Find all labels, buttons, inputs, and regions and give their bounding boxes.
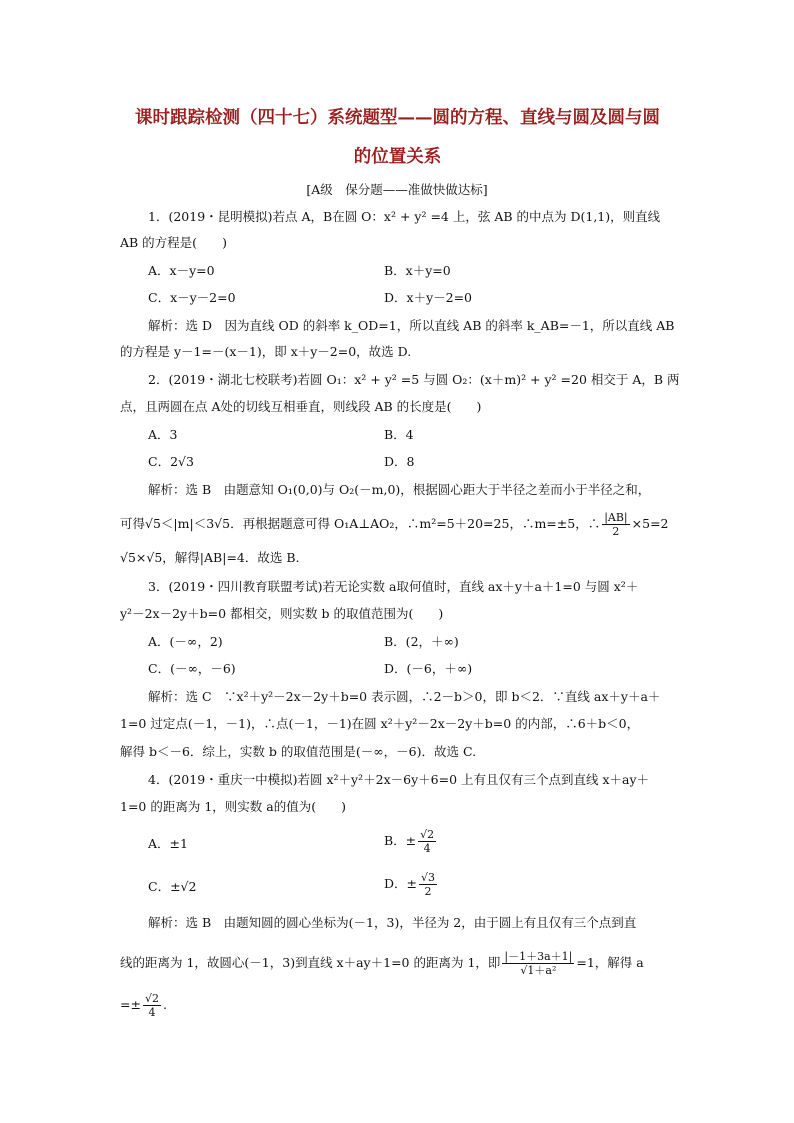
q3-solution-line-2: 1=0 过定点(－1，－1)，∴点(－1，－1)在圆 x²＋y²－2x－2y＋b=0 的内部，∴6＋b＜0， [120, 716, 640, 731]
q1-option-a: A．x－y=0 [148, 263, 215, 278]
q4-stem-line-1: 4．(2019・重庆一中模拟)若圆 x²＋y²＋2x－6y＋6=0 上有且仅有三个点到直线 x＋ay＋ [148, 772, 650, 787]
q4-option-d-numerator: √3 [421, 871, 436, 884]
q2-solution-line-2-tail: ×5=2 [631, 516, 669, 531]
q1-option-b: B．x＋y=0 [384, 263, 451, 278]
page-title-line-2: 的位置关系 [353, 147, 442, 167]
q4-solution-line-2-text: 线的距离为 1，故圆心(－1，3)到直线 x＋ay＋1=0 的距离为 1，即 [120, 955, 501, 970]
q4-answer-numerator: √2 [144, 992, 159, 1005]
q1-stem-line-1: 1．(2019・昆明模拟)若点 A，B在圆 O：x² + y² =4 上，弦 AB 的中点为 D(1,1)，则直线 [148, 209, 661, 224]
q2-option-b: B．4 [384, 427, 414, 442]
q4-solution-line-2-tail: =1，解得 a [576, 955, 644, 970]
q2-option-c: C．2√3 [148, 454, 194, 469]
q2-stem-line-1: 2．(2019・湖北七校联考)若圆 O₁：x² + y² =5 与圆 O₂：(x＋m)² + y² =20 相交于 A，B 两 [148, 372, 680, 387]
q4-option-b-fraction [418, 828, 436, 855]
q4-answer-denominator: 4 [148, 1006, 156, 1019]
q4-option-b-denominator: 4 [423, 842, 431, 855]
section-heading: [A级 保分题——准做快做达标] [306, 182, 488, 197]
q4-distance-numerator: |－1＋3a＋1| [504, 950, 573, 963]
q1-solution-line-1: 解析：选 D 因为直线 OD 的斜率 k_OD=1，所以直线 AB 的斜率 k_AB=－1，所以直线 AB [148, 318, 675, 333]
q2-option-a: A．3 [148, 427, 178, 442]
q3-stem-line-2: y²－2x－2y＋b=0 都相交，则实数 b 的取值范围为( ) [120, 606, 444, 621]
q3-stem-line-1: 3．(2019・四川教育联盟考试)若无论实数 a取何值时，直线 ax＋y＋a＋1=0 与圆 x²＋ [148, 579, 639, 594]
q1-stem-line-2: AB 的方程是( ) [120, 235, 227, 250]
q3-option-d: D．(－6，＋∞) [384, 661, 473, 676]
q4-distance-fraction [502, 950, 574, 977]
q3-option-c: C．(－∞，－6) [148, 661, 236, 676]
q4-answer-period: . [162, 997, 167, 1012]
q3-option-b: B．(2，＋∞) [384, 634, 459, 649]
q4-distance-denominator: √1＋a² [520, 964, 557, 977]
q4-solution-line-2 [120, 950, 644, 977]
q4-option-a: A．±1 [148, 836, 188, 851]
q2-solution-line-1: 解析：选 B 由题意知 O₁(0,0)与 O₂(－m,0)，根据圆心距大于半径之差而小于半径之和， [148, 482, 651, 497]
q4-option-d [384, 871, 439, 898]
q2-option-d: D．8 [384, 454, 415, 469]
q4-answer-fraction [143, 992, 161, 1019]
q2-fraction-denominator: 2 [612, 525, 620, 538]
q4-option-c: C．±√2 [148, 879, 197, 894]
q4-stem-line-2: 1=0 的距离为 1，则实数 a的值为( ) [120, 799, 346, 814]
q2-solution-line-3: √5×√5，解得|AB|=4．故选 B. [120, 550, 300, 565]
q3-solution-line-3: 解得 b＜－6．综上，实数 b 的取值范围是(－∞，－6)．故选 C. [120, 744, 477, 759]
q2-ab-over-2-fraction [602, 511, 629, 538]
page-title-line-1: 课时跟踪检测（四十七）系统题型——圆的方程、直线与圆及圆与圆 [135, 108, 660, 128]
q2-solution-line-2 [120, 511, 669, 538]
q4-solution-line-3 [120, 992, 167, 1019]
q1-option-d: D．x＋y－2=0 [384, 290, 473, 305]
q4-answer-prefix: =± [120, 997, 141, 1012]
q4-option-b-numerator: √2 [420, 828, 435, 841]
q4-option-d-label: D．± [384, 876, 417, 891]
q4-option-b-label: B．± [384, 833, 417, 848]
q4-option-b [384, 828, 438, 855]
q2-stem-line-2: 点，且两圆在点 A处的切线互相垂直，则线段 AB 的长度是( ) [120, 399, 482, 414]
q1-option-c: C．x－y－2=0 [148, 290, 236, 305]
q3-solution-line-1: 解析：选 C ∵x²＋y²－2x－2y＋b=0 表示圆，∴2－b＞0，即 b＜2．∵直线 ax＋y＋a＋ [148, 689, 661, 704]
q4-solution-line-1: 解析：选 B 由题知圆的圆心坐标为(－1，3)，半径为 2，由于圆上有且仅有三个点到直 [148, 915, 637, 930]
q2-fraction-numerator: |AB| [604, 511, 628, 524]
q4-option-d-fraction [419, 871, 437, 898]
q1-solution-line-2: 的方程是 y－1=－(x－1)，即 x＋y－2=0，故选 D. [120, 344, 412, 359]
q4-option-d-denominator: 2 [424, 885, 432, 898]
q2-solution-line-2-text: 可得√5＜|m|＜3√5．再根据题意可得 O₁A⊥AO₂，∴m²=5＋20=25，∴m=±5，∴ [120, 516, 601, 531]
q3-option-a: A．(－∞，2) [148, 634, 223, 649]
